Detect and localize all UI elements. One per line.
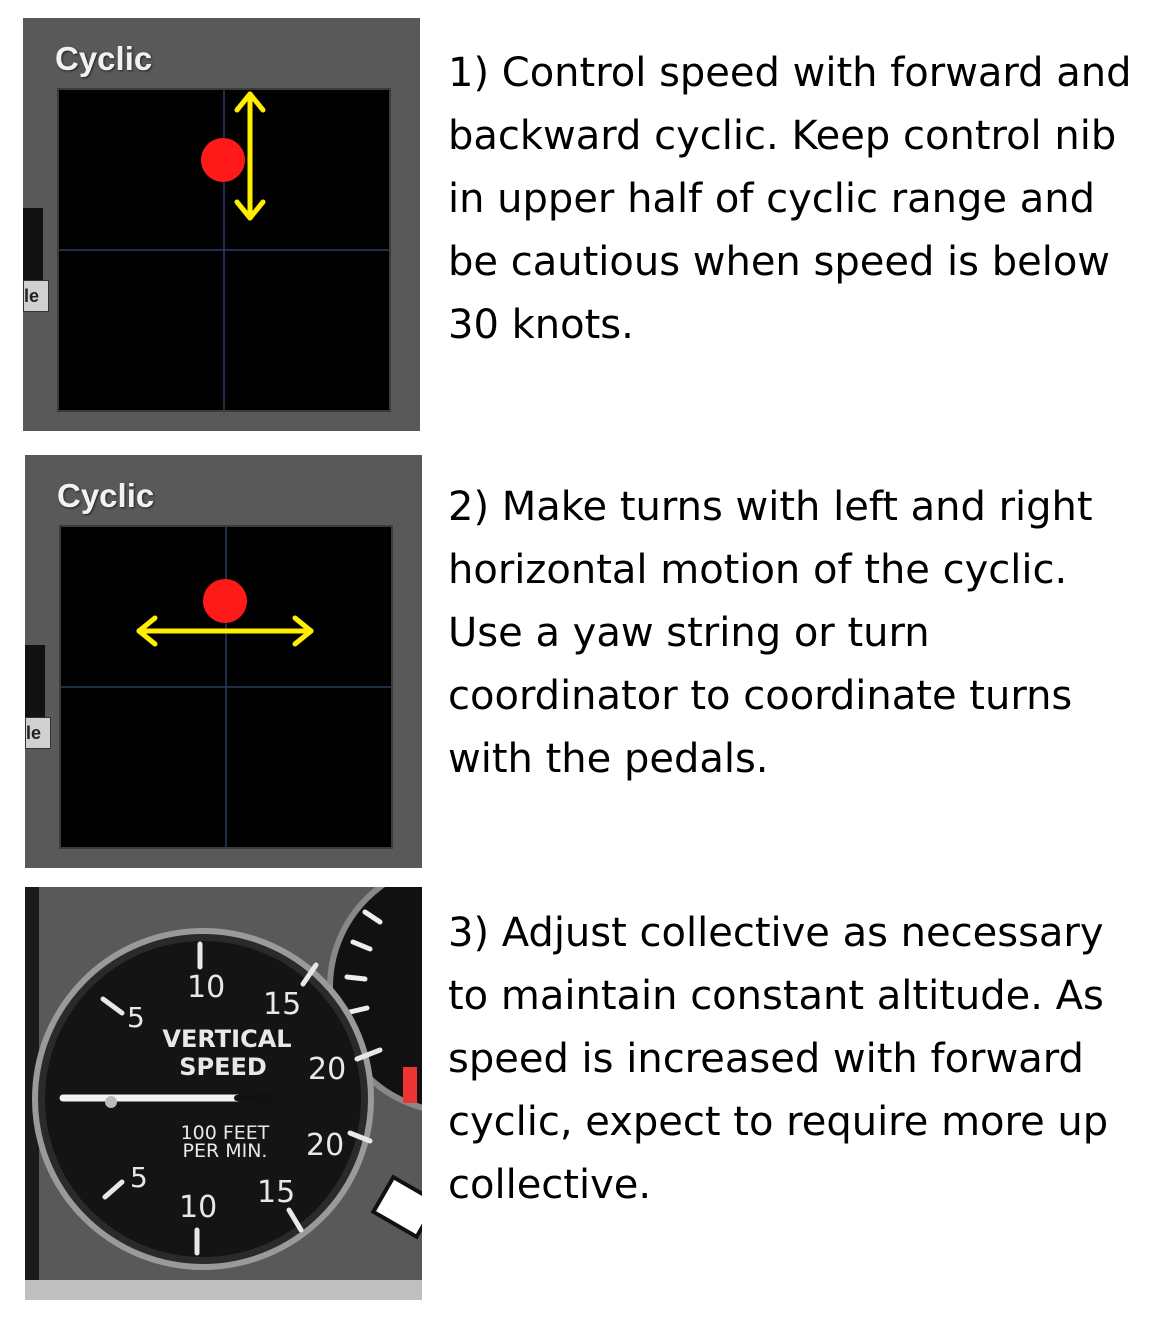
gauge-units-line2: PER MIN. bbox=[182, 1140, 268, 1162]
side-tab-label: le bbox=[23, 280, 49, 312]
gauge-label-10-up: 10 bbox=[187, 970, 226, 1005]
gauge-units-line1: 100 FEET bbox=[180, 1122, 270, 1144]
cyclic-screen[interactable] bbox=[57, 88, 391, 412]
cyclic-display bbox=[59, 90, 389, 410]
cyclic-screen[interactable] bbox=[59, 525, 393, 849]
step-2-text: 2) Make turns with left and right horizontal motion of the cyclic. Use a yaw string or turn coordinator to coordinate turns with the pedals. bbox=[448, 484, 1093, 782]
control-nib[interactable] bbox=[203, 579, 247, 623]
gauge-label-5-up: 5 bbox=[127, 1001, 145, 1034]
side-tab-label: le bbox=[25, 717, 51, 749]
cyclic-panel-label: Cyclic bbox=[55, 40, 153, 77]
gauge-label-15-down: 15 bbox=[257, 1175, 296, 1210]
gauge-label-10-down: 10 bbox=[179, 1190, 218, 1225]
cyclic-panel-label: Cyclic bbox=[57, 477, 155, 514]
step-1-text: 1) Control speed with forward and backward cyclic. Keep control nib in upper half of cyclic range and be cautious when speed is below 30 knots. bbox=[448, 50, 1132, 348]
gauge-label-20-down: 20 bbox=[306, 1128, 345, 1163]
gauge-title-line2: SPEED bbox=[179, 1053, 267, 1081]
cyclic-panel-1 bbox=[23, 18, 420, 431]
cyclic-display bbox=[61, 527, 391, 847]
side-tab bbox=[25, 645, 45, 725]
step-3-text: 3) Adjust collective as necessary to maintain constant altitude. As speed is increased with forward cyclic, expect to require more up collective. bbox=[448, 910, 1109, 1208]
cyclic-panel-2 bbox=[25, 455, 422, 868]
gauge-label-5-down: 5 bbox=[130, 1161, 148, 1194]
control-nib[interactable] bbox=[201, 138, 245, 182]
gauge-title-line1: VERTICAL bbox=[162, 1025, 292, 1053]
vsi-panel bbox=[25, 887, 422, 1300]
side-tab bbox=[23, 208, 43, 288]
vertical-speed-gauge bbox=[25, 887, 422, 1300]
gauge-label-20-up: 20 bbox=[308, 1052, 347, 1087]
gauge-label-15-up: 15 bbox=[263, 987, 302, 1022]
